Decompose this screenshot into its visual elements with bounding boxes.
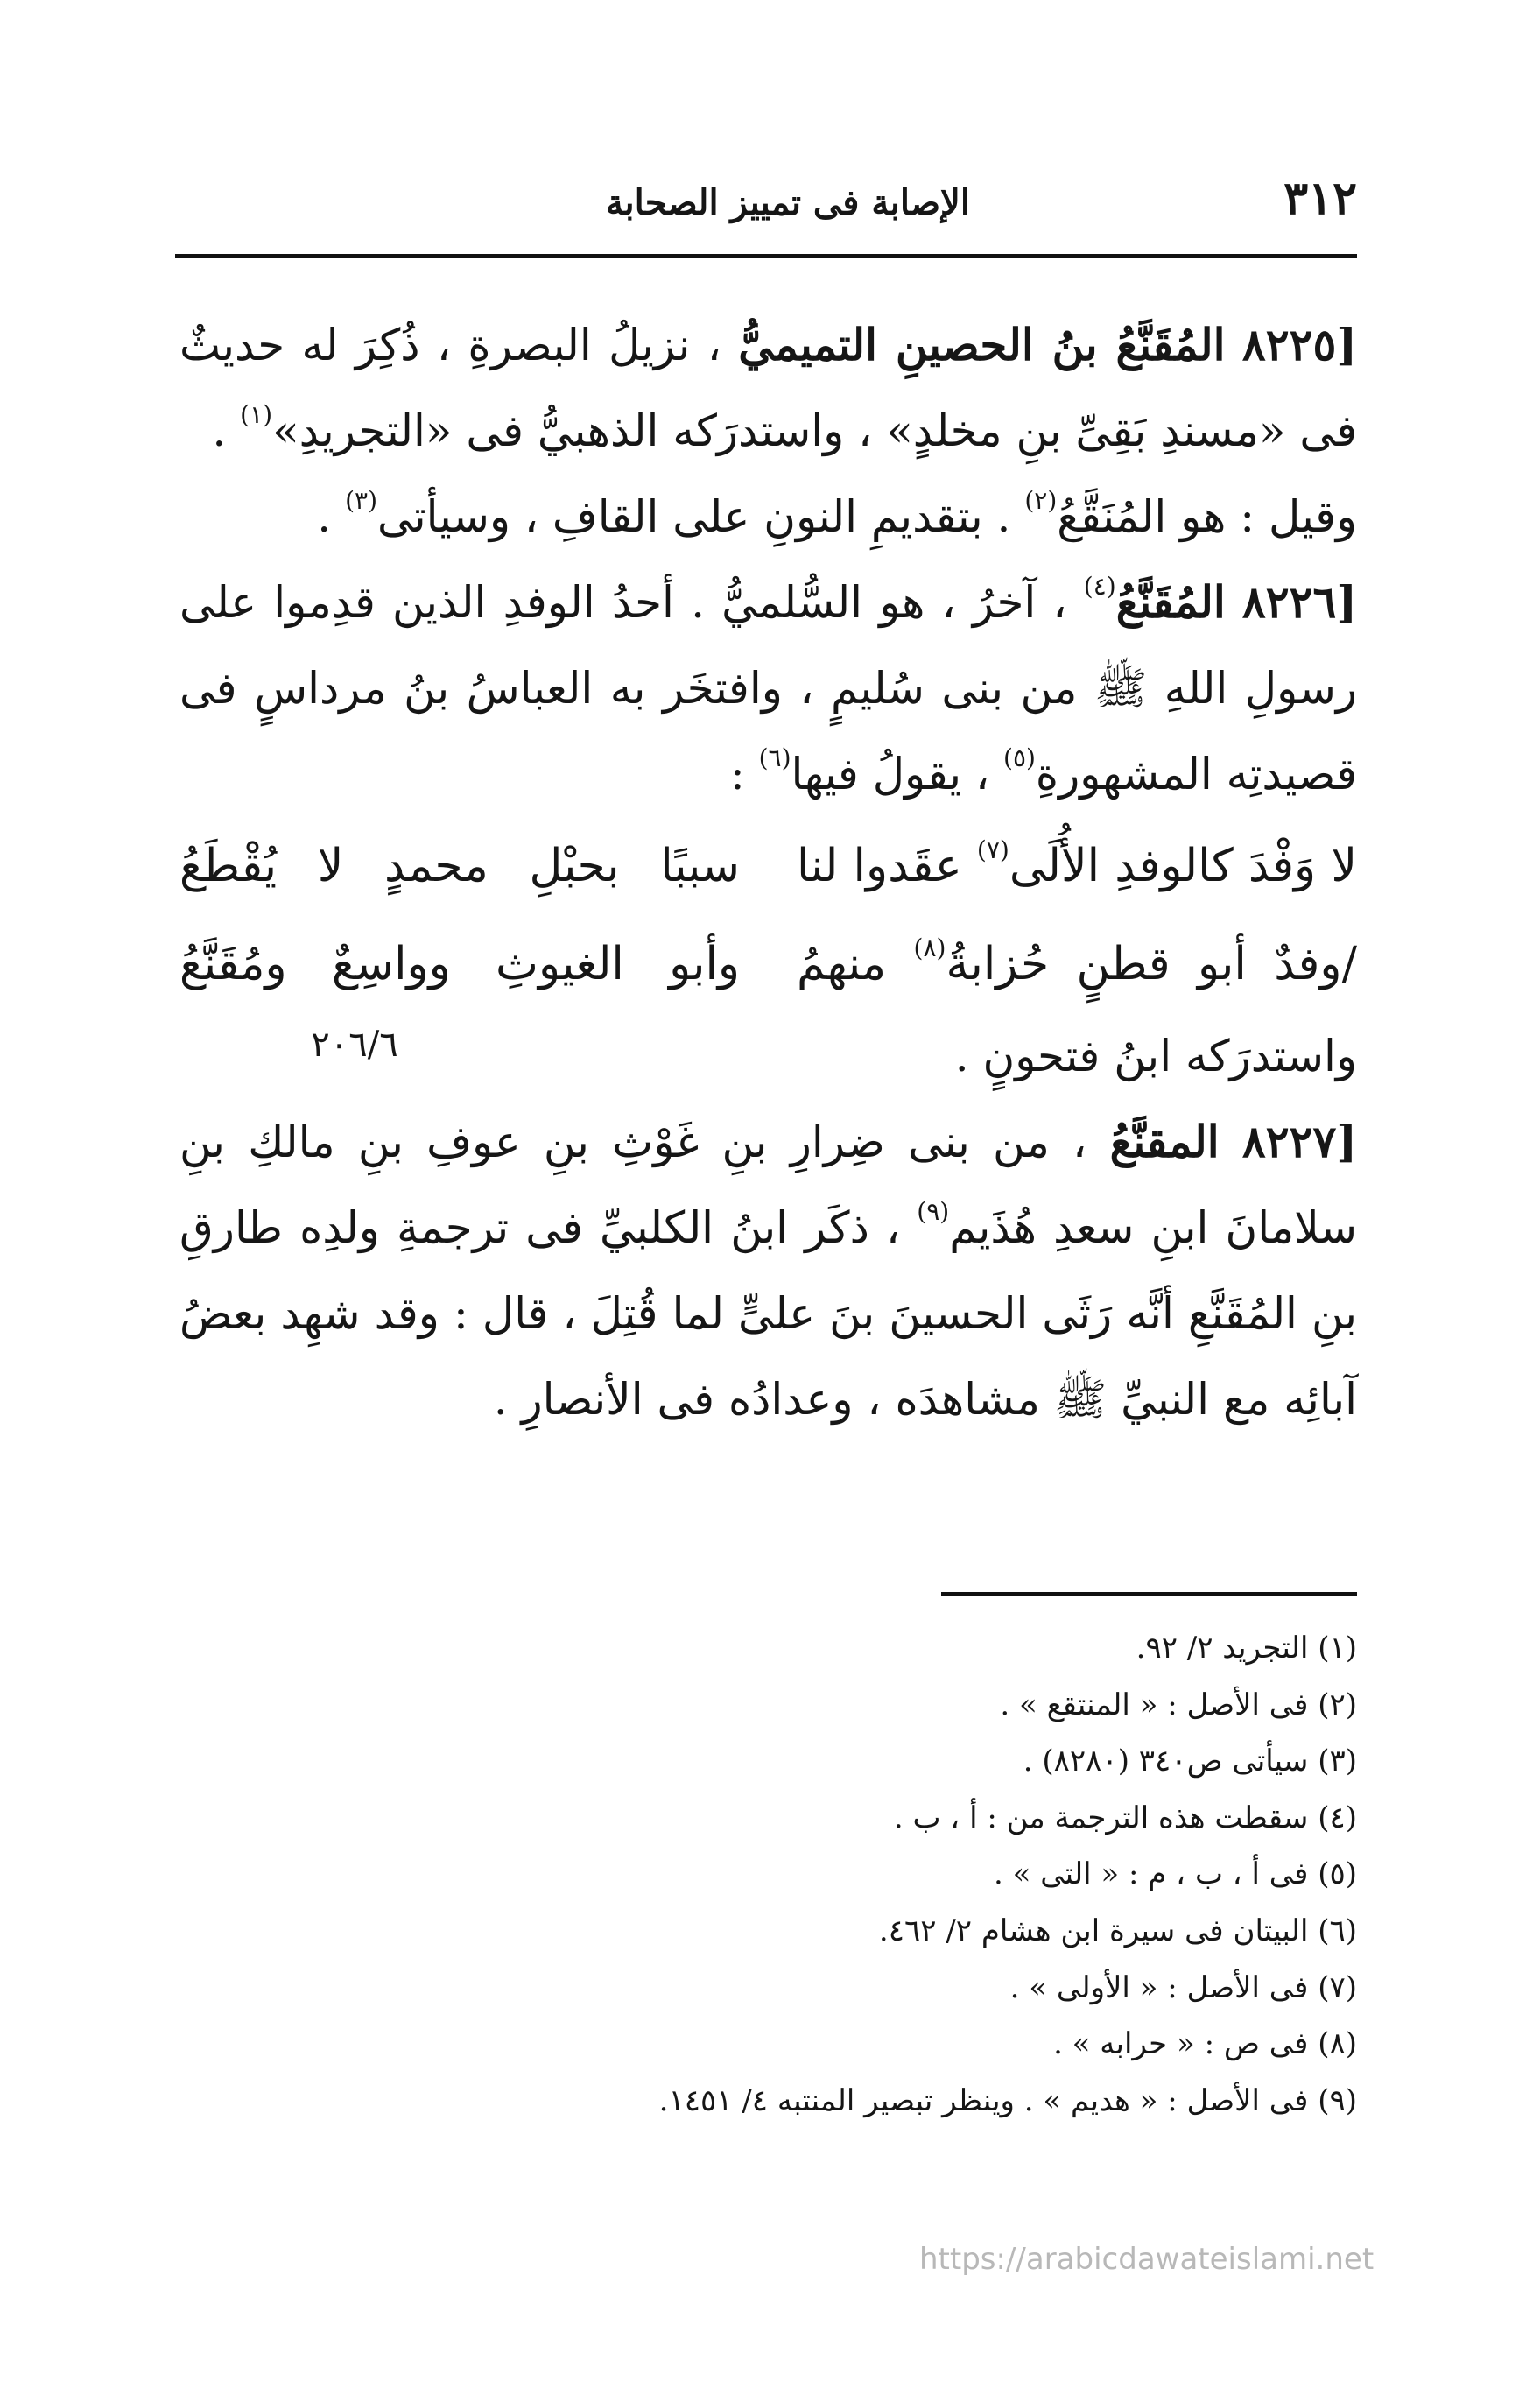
watermark: https://arabicdawateislami.net bbox=[919, 2242, 1375, 2277]
entry-text: . bbox=[317, 491, 332, 542]
poem-verse bbox=[179, 915, 1357, 1013]
poem-hemistich: سببًا بحبْلِ محمدٍ لا يُقْطَعُ bbox=[179, 840, 740, 892]
page-number: ٣١٢ bbox=[1283, 172, 1357, 225]
entry-text: ، نزيلُ البصرةِ ، ذُكِرَ له حديثٌ فى «مسندِ بَقِىِّ بنِ مخلدٍ» ، واستدرَكه الذهبيُّ فى «التجريدِ» bbox=[179, 320, 1357, 456]
poem-hemistich bbox=[797, 823, 1357, 909]
main-text bbox=[179, 302, 1357, 1442]
entry-number: [٨٢٢٧ bbox=[1241, 1116, 1357, 1167]
entry-text: ، يقولُ فيها bbox=[791, 749, 990, 800]
entry-text: ، آخرُ ، هو السُّلميُّ . أحدُ الوفدِ الذين قدِموا على رسولِ اللهِ ﷺ من بنى سُليمٍ ، وافتخَر به العباسُ بنُ مرداسٍ فى قصيدتِه المشهورةِ bbox=[179, 577, 1357, 800]
entry-8227 bbox=[179, 1099, 1357, 1442]
footnote-ref: (٤) bbox=[1083, 572, 1116, 601]
footnote: (٣) سيأتى ص٣٤٠ (٨٢٨٠) . bbox=[1023, 1743, 1357, 1779]
footnote-ref: (٨) bbox=[913, 933, 946, 962]
footnote: (٦) البيتان فى سيرة ابن هشام ٢/ ٤٦٢. bbox=[878, 1913, 1357, 1948]
footnote: (١) التجريد ٢/ ٩٢. bbox=[1136, 1631, 1357, 1666]
entry-8225 bbox=[179, 302, 1357, 474]
entry-8225-note bbox=[179, 474, 1357, 560]
poem-hemistich bbox=[797, 921, 1357, 1007]
entry-name: المُقَنَّعُ بنُ الحصينِ التميميُّ bbox=[738, 319, 1226, 370]
footnote: (٢) فى الأصل : « المنتقع » . bbox=[1000, 1687, 1357, 1722]
footnote: (٧) فى الأصل : « الأولى » . bbox=[1009, 1969, 1357, 2005]
verse-text: عقَدوا لنا bbox=[797, 840, 962, 892]
entry-text: ، ذكَر ابنُ الكلبيِّ فى ترجمةِ ولدِه طارقِ بنِ المُقَنَّعِ أنَّه رَثَى الحسينَ بنَ علىٍّ لما قُتِلَ ، قال : وقد شهِد بعضُ آبائِه مع النبيِّ ﷺ مشاهدَه ، وعدادُه فى الأنصارِ . bbox=[179, 1202, 1357, 1425]
entry-text: . بتقديمِ النونِ على القافِ ، وسيأتى bbox=[377, 491, 1011, 542]
entry-text: واستدرَكه ابنُ فتحونٍ . bbox=[954, 1031, 1357, 1081]
footnote-ref: (٦) bbox=[758, 743, 791, 772]
footnote-ref: (٩) bbox=[917, 1197, 950, 1226]
entry-text: . bbox=[212, 405, 227, 456]
footnote-ref: (٢) bbox=[1024, 486, 1058, 515]
margin-reference: ٢٠٦/٦ bbox=[311, 1025, 398, 1065]
page-header bbox=[175, 165, 1357, 245]
entry-text: وقيل : هو المُنَقَّعُ bbox=[1057, 491, 1357, 542]
running-title: الإصابة فى تمييز الصحابة bbox=[606, 182, 970, 223]
verse-text: /وفدٌ أبو قطنٍ حُزابةُ bbox=[946, 938, 1358, 990]
footnote-ref: (٣) bbox=[345, 486, 378, 515]
entry-number: [٨٢٢٦ bbox=[1241, 576, 1357, 628]
footnote: (٨) فى ص : « حرابه » . bbox=[1053, 2026, 1357, 2062]
footnote: (٥) فى أ ، ب ، م : « التى » . bbox=[994, 1856, 1357, 1892]
footnote: (٩) فى الأصل : « هديم » . وينظر تبصير المنتبه ٤/ ١٤٥١. bbox=[658, 2082, 1357, 2118]
poem-verse bbox=[179, 817, 1357, 915]
entry-number: [٨٢٢٥ bbox=[1241, 319, 1357, 370]
footnote: (٤) سقطت هذه الترجمة من : أ ، ب . bbox=[893, 1800, 1357, 1835]
footnote-ref: (٧) bbox=[976, 835, 1009, 864]
footnote-ref: (٥) bbox=[1003, 743, 1036, 772]
footnote-ref: (١) bbox=[240, 400, 273, 429]
entry-name: المُقَنَّعُ bbox=[1115, 576, 1226, 628]
entry-text: ، من بنى ضِرارِ بنِ غَوْثِ بنِ عوفِ بنِ مالكِ بنِ سلامانَ ابنِ سعدِ هُذَيم bbox=[179, 1117, 1357, 1253]
poem-hemistich: وأبو الغيوثِ وواسِعٌ ومُقَنَّعُ bbox=[179, 938, 740, 990]
verse-text: منهمُ bbox=[797, 938, 887, 990]
entry-8226 bbox=[179, 560, 1357, 817]
footnotes bbox=[613, 1620, 1357, 2129]
entry-text: : bbox=[729, 749, 745, 800]
footnote-rule bbox=[941, 1592, 1357, 1596]
entry-name: المقنَّعُ bbox=[1109, 1116, 1220, 1167]
header-rule bbox=[175, 254, 1357, 258]
poem bbox=[179, 817, 1357, 1013]
verse-text: لا وَفْدَ كالوفدِ الأُلَى bbox=[1009, 840, 1357, 892]
